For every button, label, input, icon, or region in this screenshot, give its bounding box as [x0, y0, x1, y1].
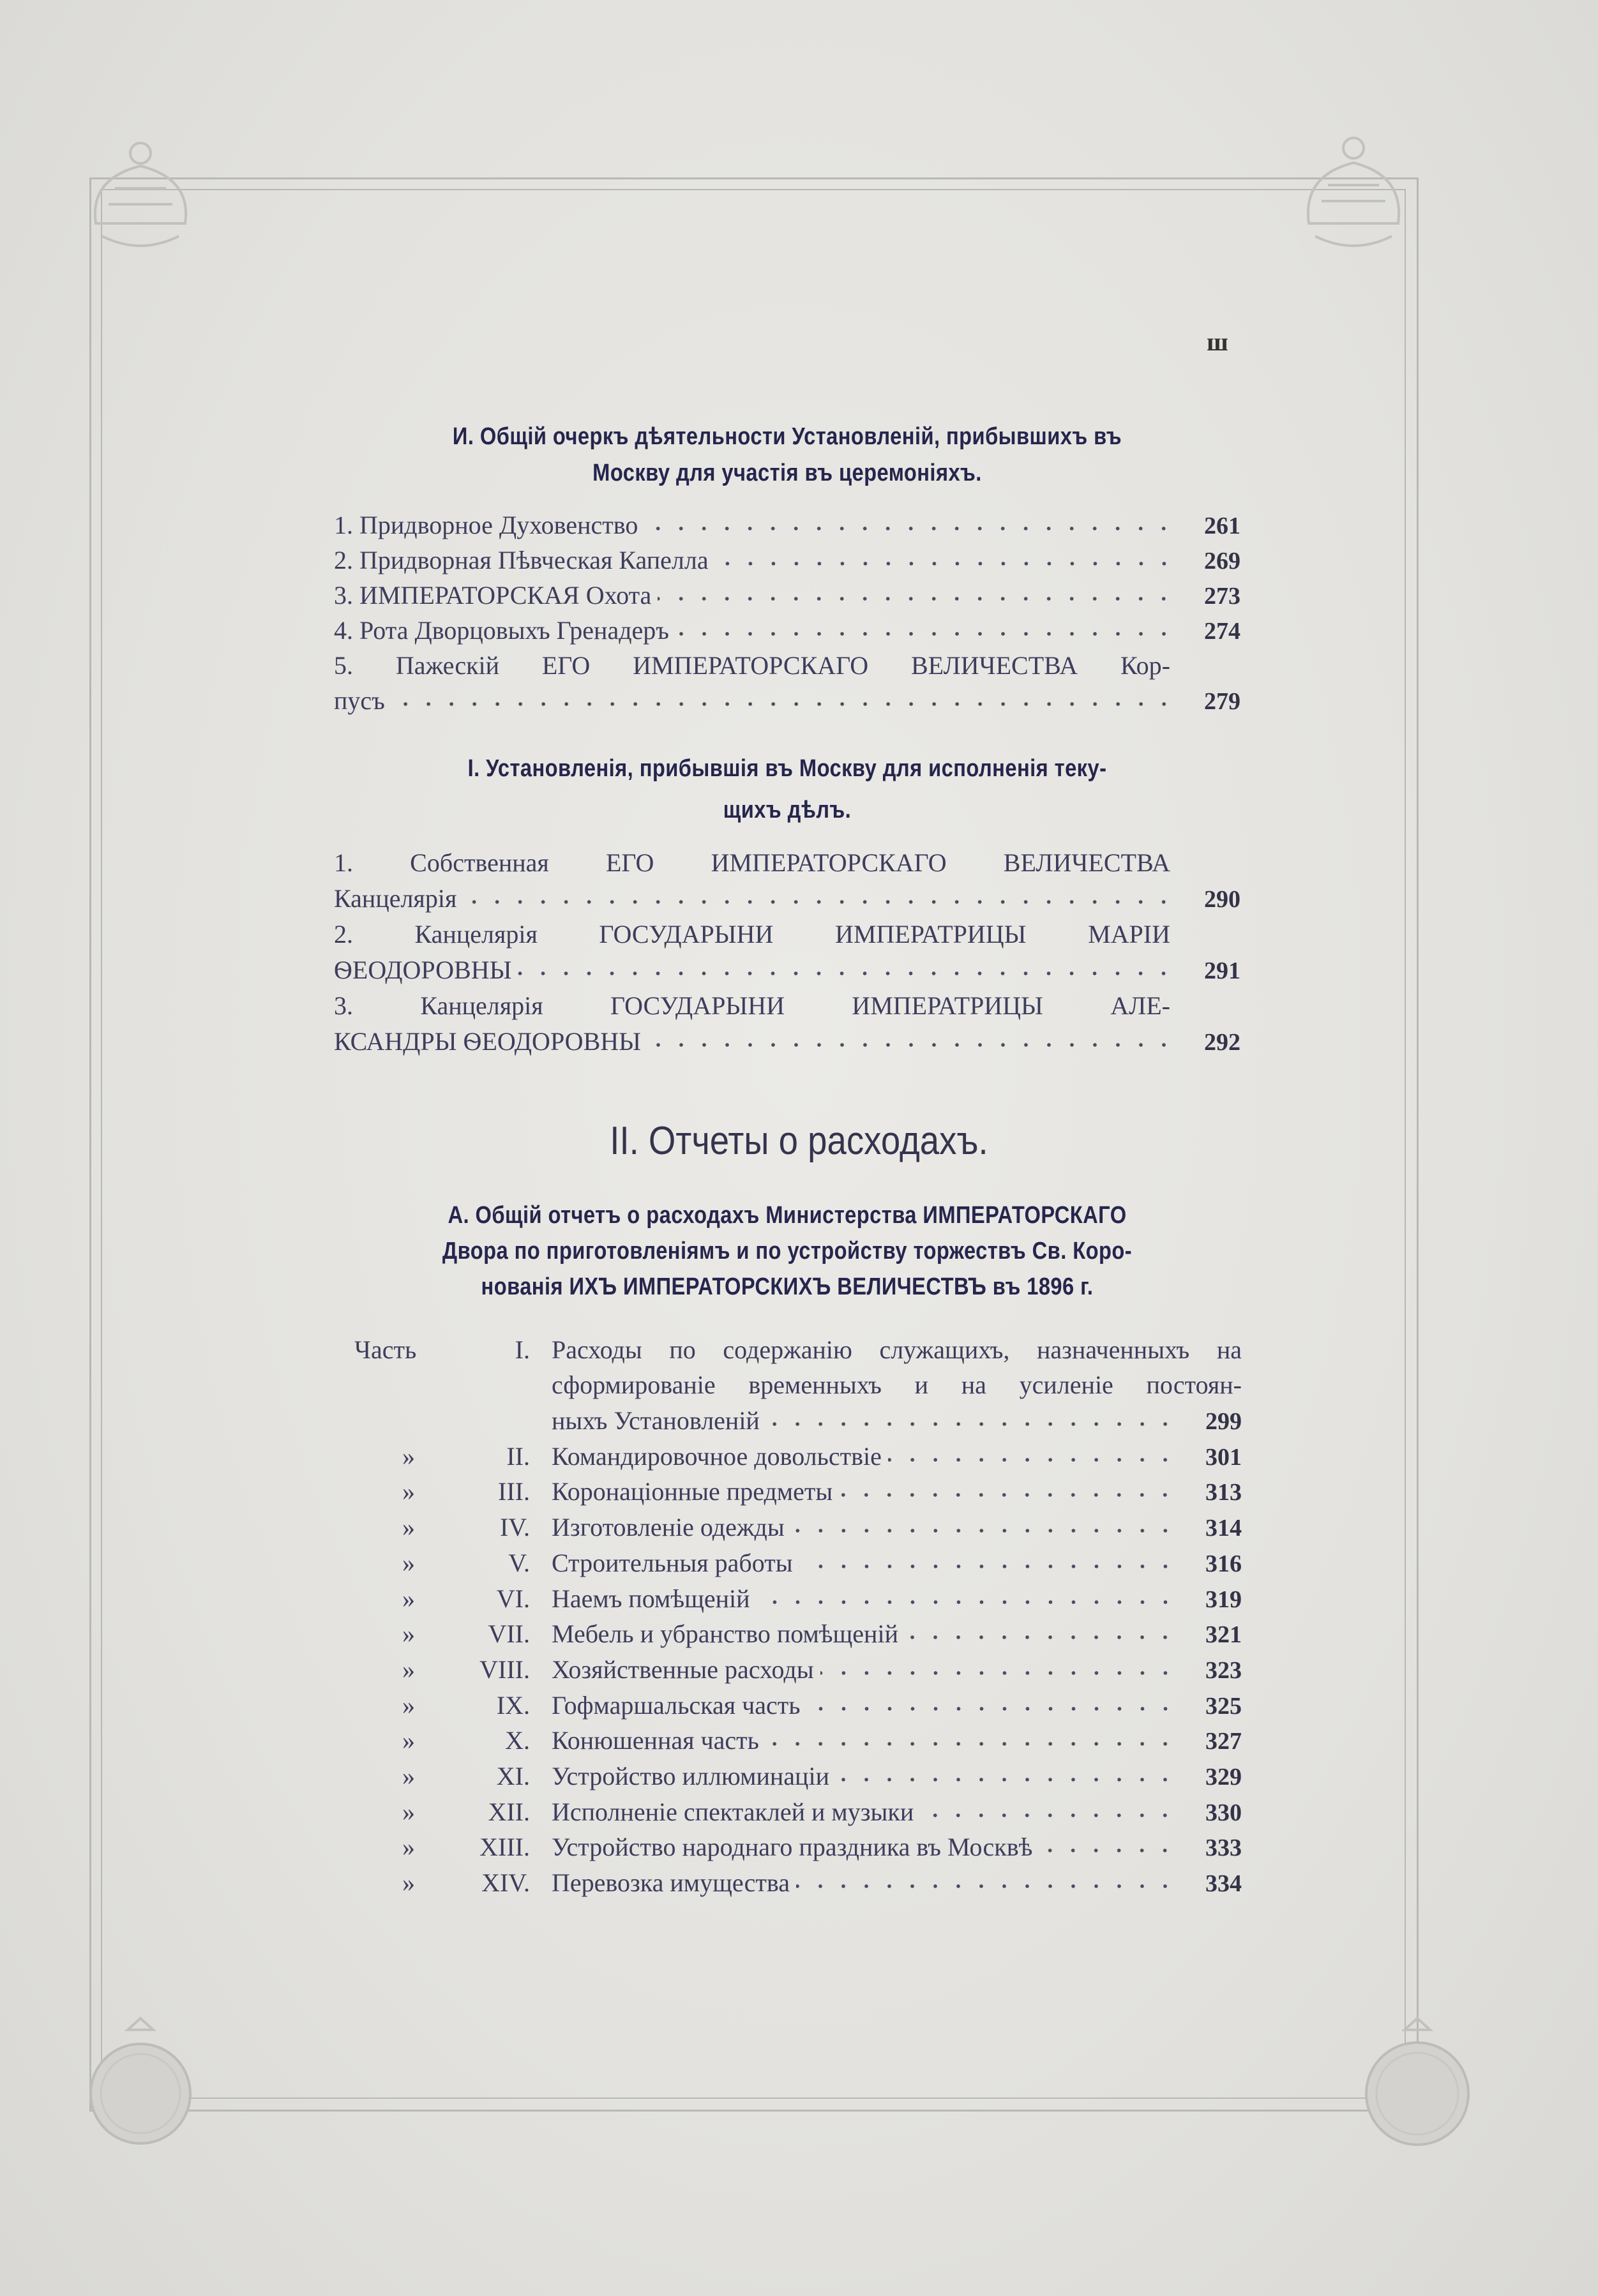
toc-page-number: 325 [1205, 1692, 1242, 1720]
part-roman-numeral: XII. [488, 1797, 530, 1826]
toc-entry [334, 913, 1240, 985]
part-title: II. Отчеты о расходахъ. [610, 1119, 988, 1163]
part-roman-numeral: X. [505, 1726, 530, 1755]
ditto-mark: » [402, 1654, 415, 1684]
toc-page-number: 314 [1205, 1515, 1242, 1542]
heading-line: А. Общій отчетъ о расходахъ Министерства ИМПЕРАТОРСКАГО [448, 1202, 1127, 1229]
expense-part-text: Коронаціонные предметы [552, 1477, 833, 1506]
expense-part-line [354, 1614, 1242, 1649]
toc-entry-line [334, 575, 1240, 610]
ditto-mark: » [402, 1726, 415, 1755]
toc-page-number: 290 [1204, 886, 1240, 913]
crown-ornament-top-left [70, 128, 211, 281]
expense-part-text: Расходы по содержанію служащихъ, назначенныхъ на [552, 1335, 1242, 1364]
expense-part-line [354, 1649, 1242, 1684]
toc-page-number: 333 [1205, 1835, 1242, 1862]
part-roman-numeral: III. [498, 1477, 530, 1506]
toc-entry-text: 4. Рота Дворцовыхъ Гренадеръ [334, 616, 669, 645]
toc-entry [334, 505, 1240, 540]
section-i-heading [334, 419, 1240, 491]
toc-entry-line [334, 913, 1240, 949]
expense-part-line [354, 1365, 1242, 1400]
part-roman-numeral: VIII. [479, 1654, 530, 1684]
toc-page-number: 301 [1205, 1443, 1242, 1471]
ditto-mark: » [402, 1441, 415, 1471]
toc-entry [334, 842, 1240, 913]
ditto-mark: » [402, 1477, 415, 1506]
ditto-mark: » [402, 1833, 415, 1862]
expense-part-text: Устройство народнаго праздника въ Москвѣ [552, 1833, 1033, 1862]
expense-part-text: Командировочное довольствіе [552, 1441, 882, 1471]
toc-entry-line [334, 878, 1240, 913]
part-roman-numeral: XI. [496, 1761, 530, 1790]
dot-leader [757, 1598, 1177, 1606]
expense-part-line [354, 1578, 1242, 1614]
toc-entry-text: КСАНДРЫ ѲЕОДОРОВНЫ [334, 1027, 642, 1056]
part-roman-numeral: XIII. [479, 1833, 530, 1862]
toc-page-number: 316 [1205, 1550, 1242, 1577]
expense-part-line [354, 1755, 1242, 1791]
dot-leader [518, 970, 1175, 977]
toc-page-number: 327 [1205, 1728, 1242, 1755]
dot-leader [807, 1705, 1177, 1713]
part-roman-numeral: IX. [496, 1690, 530, 1720]
toc-entry-line [334, 985, 1240, 1021]
toc-entry [334, 610, 1240, 645]
section-i-entries [334, 505, 1240, 716]
dot-leader [658, 595, 1175, 603]
dot-leader [820, 1669, 1177, 1677]
dot-leader [675, 630, 1175, 638]
part-word: Часть [354, 1335, 417, 1364]
dot-leader [644, 525, 1175, 532]
dot-leader [715, 560, 1175, 567]
toc-entry-text: 2. Канцелярія ГОСУДАРЫНИ ИМПЕРАТРИЦЫ МАРІИ [334, 920, 1170, 949]
dot-leader [1039, 1847, 1177, 1854]
expense-part-text: Изготовленіе одежды [552, 1513, 785, 1542]
toc-page-number: 269 [1204, 548, 1240, 574]
dot-leader [791, 1527, 1177, 1534]
toc-entry-text: Канцелярія [334, 884, 457, 913]
heading-line: И. Общій очеркъ дѣятельности Установленій, прибывшихъ въ [452, 423, 1122, 450]
ditto-mark: » [402, 1619, 415, 1649]
toc-entry-text: 1. Придворное Духовенство [334, 511, 638, 539]
toc-page-number: 319 [1205, 1586, 1242, 1613]
part-roman-numeral: I. [515, 1335, 530, 1364]
part-roman-numeral: VII. [488, 1619, 530, 1649]
expense-part-text: ныхъ Установленій [552, 1406, 760, 1436]
toc-page-number: 299 [1205, 1408, 1242, 1436]
expense-part-text: сформированіе временныхъ и на усиленіе постоян- [552, 1370, 1242, 1400]
page-number: ш [1207, 327, 1228, 356]
expense-part-text: Гофмаршальская часть [552, 1690, 801, 1720]
toc-entry [334, 540, 1240, 575]
dot-leader [839, 1491, 1177, 1499]
expense-part-line [354, 1684, 1242, 1720]
toc-entry-text: 3. Канцелярія ГОСУДАРЫНИ ИМПЕРАТРИЦЫ АЛЕ- [334, 991, 1170, 1020]
section-a-heading [334, 1197, 1240, 1305]
dot-leader [765, 1740, 1177, 1748]
toc-entry-line [334, 949, 1240, 985]
expense-part-text: Исполненіе спектаклей и музыки [552, 1797, 914, 1826]
toc-entry [334, 985, 1240, 1056]
toc-entry [334, 645, 1240, 716]
section-j-entries [334, 842, 1240, 1056]
dot-leader [766, 1420, 1177, 1428]
part-roman-numeral: IV. [499, 1513, 530, 1542]
dot-leader [796, 1882, 1177, 1890]
toc-page-number: 274 [1204, 618, 1240, 645]
dot-leader [920, 1812, 1177, 1819]
toc-entry-text: 1. Собственная ЕГО ИМПЕРАТОРСКАГО ВЕЛИЧЕСТВА [334, 848, 1170, 877]
heading-line: І. Установленія, прибывшія въ Москву для исполненія теку- [467, 755, 1107, 782]
expense-part-text: Устройство иллюминаціи [552, 1761, 829, 1790]
section-j-heading [334, 748, 1240, 831]
dot-leader [836, 1776, 1177, 1783]
expense-part-text: Строительныя работы [552, 1548, 793, 1577]
expense-part-line [354, 1542, 1242, 1578]
toc-page-number: 291 [1204, 957, 1240, 984]
toc-entry-text: 5. Пажескій ЕГО ИМПЕРАТОРСКАГО ВЕЛИЧЕСТВА Кор- [334, 651, 1170, 680]
toc-page-number: 292 [1204, 1029, 1240, 1056]
ditto-mark: » [402, 1690, 415, 1720]
expense-part-line [354, 1827, 1242, 1863]
ditto-mark: » [402, 1868, 415, 1897]
ditto-mark: » [402, 1584, 415, 1613]
toc-page-number: 279 [1204, 688, 1240, 715]
toc-entry [334, 575, 1240, 610]
dot-leader [391, 700, 1175, 708]
toc-page-number: 323 [1205, 1656, 1242, 1684]
dot-leader [647, 1041, 1175, 1049]
toc-page-number: 273 [1204, 583, 1240, 610]
expense-part-line [354, 1862, 1242, 1898]
section-a-items [354, 1329, 1242, 1898]
toc-entry-text: 3. ИМПЕРАТОРСКАЯ Охота [334, 581, 652, 610]
toc-entry-text: 2. Придворная Пѣвческая Капелла [334, 546, 709, 574]
expense-part-text: Конюшенная часть [552, 1726, 759, 1755]
ditto-mark: » [402, 1513, 415, 1542]
toc-page-number: 261 [1204, 513, 1240, 539]
heading-line: Москву для участія въ церемоніяхъ. [592, 460, 982, 486]
dot-leader [463, 898, 1175, 906]
toc-page-number: 313 [1205, 1479, 1242, 1506]
dot-leader [799, 1563, 1177, 1570]
expense-part-text: Наемъ помѣщеній [552, 1584, 750, 1613]
expense-part-text: Мебель и убранство помѣщеній [552, 1619, 898, 1649]
expense-part-line [354, 1506, 1242, 1542]
expense-part-line [354, 1329, 1242, 1365]
toc-entry-line [334, 842, 1240, 878]
part-roman-numeral: VI. [496, 1584, 530, 1613]
expense-part-line [354, 1720, 1242, 1756]
toc-entry-line [334, 645, 1240, 680]
dot-leader [905, 1633, 1177, 1641]
toc-page-number: 321 [1205, 1621, 1242, 1649]
expense-part-line [354, 1791, 1242, 1827]
expense-part-text: Перевозка имущества [552, 1868, 790, 1897]
heading-line: Двора по приготовленіямъ и по устройству торжествъ Св. Коро- [442, 1238, 1133, 1264]
expense-part-text: Хозяйственные расходы [552, 1654, 814, 1684]
toc-entry-line [334, 540, 1240, 575]
part-roman-numeral: XIV. [481, 1868, 530, 1897]
dot-leader [888, 1456, 1177, 1464]
crown-ornament-top-right [1277, 121, 1430, 281]
expense-part-line [354, 1436, 1242, 1471]
part-roman-numeral: V. [508, 1548, 530, 1577]
toc-entry-line [334, 680, 1240, 716]
monogram-medallion-bottom-right [1350, 2011, 1484, 2151]
monogram-medallion-bottom-left [77, 2011, 204, 2151]
ditto-mark: » [402, 1797, 415, 1826]
toc-entry-line [334, 505, 1240, 540]
toc-entry-line [334, 1021, 1240, 1056]
toc-entry-text: ѲЕОДОРОВНЫ [334, 956, 512, 984]
expense-part-line [354, 1400, 1242, 1436]
expense-part-line [354, 1471, 1242, 1507]
heading-line: нованія ИХЪ ИМПЕРАТОРСКИХЪ ВЕЛИЧЕСТВЪ въ 1896 г. [481, 1273, 1094, 1300]
part-roman-numeral: II. [506, 1441, 530, 1471]
toc-page-number: 330 [1205, 1799, 1242, 1826]
toc-entry-line [334, 610, 1240, 645]
ditto-mark: » [402, 1548, 415, 1577]
heading-line: щихъ дѣлъ. [723, 797, 852, 823]
toc-page-number: 334 [1205, 1870, 1242, 1897]
toc-page-number: 329 [1205, 1763, 1242, 1790]
toc-entry-text: пусъ [334, 686, 385, 715]
ditto-mark: » [402, 1761, 415, 1790]
